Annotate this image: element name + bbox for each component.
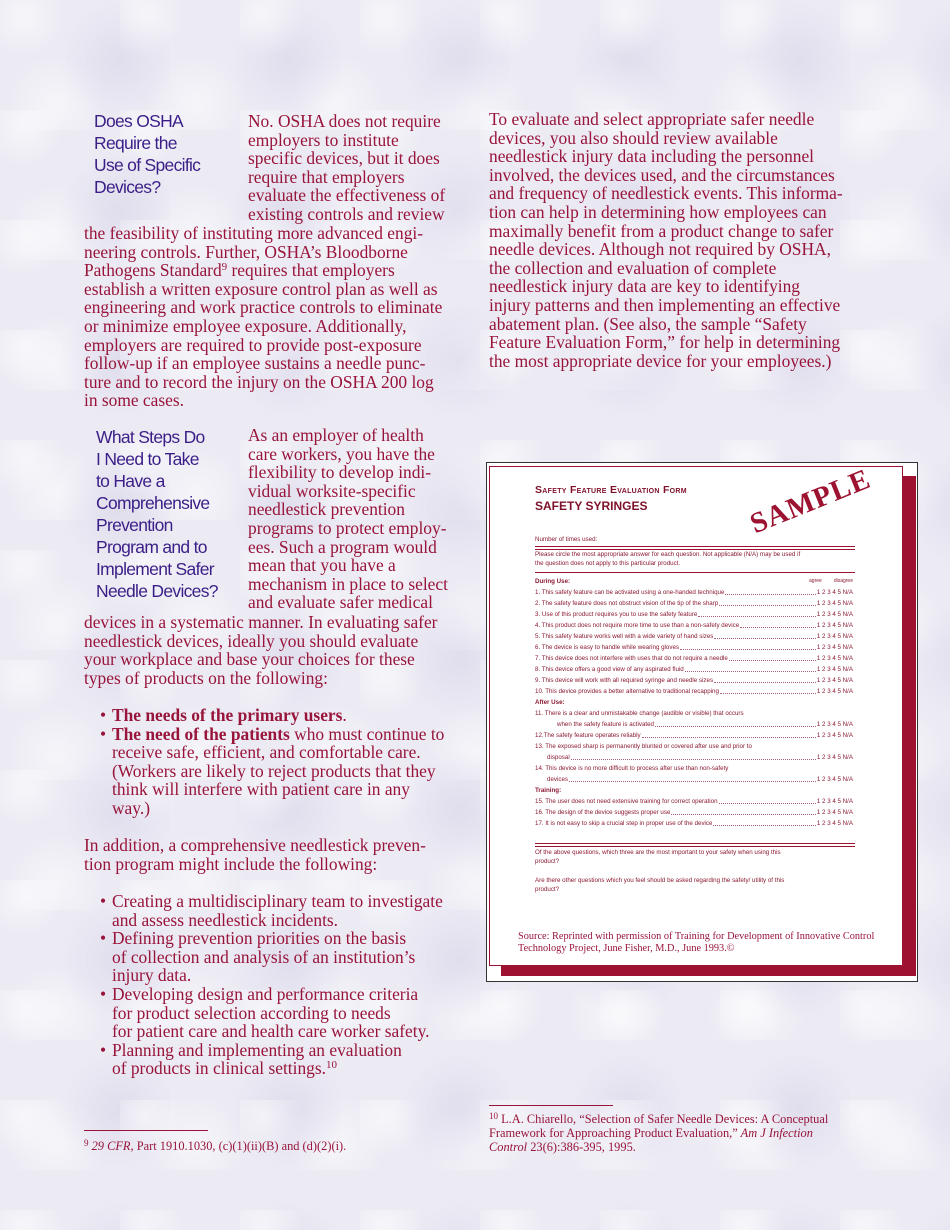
form-scale[interactable]: 1 2 3 4 5 N/A [816, 622, 853, 629]
q2-heading-line: I Need to Take [96, 449, 199, 469]
text-line: involved, the devices used, and the circumstances [489, 164, 835, 185]
form-question: 7. This device does not interfere with uses that do not require a needle [535, 655, 728, 662]
text-line: Of the above questions, which three are the most important to your safety when using this [535, 849, 781, 856]
form-question: 14. This device is no more difficult to process after use than non-safety [535, 765, 729, 772]
text-line: In addition, a comprehensive needlestick preven- [84, 835, 426, 855]
text-line: in some cases. [84, 390, 184, 411]
form-question: when the safety feature is activated [557, 721, 654, 728]
text-line: abatement plan. (See also, the sample “Safety [489, 313, 807, 334]
form-item [535, 598, 853, 609]
form-scale[interactable]: 1 2 3 4 5 N/A [816, 677, 853, 684]
text-line: mean that you have a [248, 555, 396, 576]
q2-side-text [248, 426, 448, 612]
form-question: 12.The safety feature operates reliably [535, 732, 641, 739]
needs-list [84, 706, 444, 818]
form-item [535, 642, 853, 653]
text-line: (Workers are likely to reject products that they [112, 760, 436, 781]
form-subtitle: SAFETY SYRINGES [535, 499, 648, 513]
form-item [535, 730, 853, 741]
form-question: 13. The exposed sharp is permanently blunted or covered after use and prior to [535, 743, 752, 750]
form-item [535, 719, 853, 730]
q1-heading [94, 110, 200, 198]
form-item [535, 609, 853, 620]
q2-heading-line: Needle Devices? [96, 581, 218, 601]
text-line: employers are required to provide post-exposure [84, 334, 422, 355]
list-item [84, 706, 444, 725]
text-line: evaluate the effectiveness of [248, 185, 446, 206]
text-line: needlestick devices, ideally you should evaluate [84, 630, 419, 651]
text-line: Are there other questions which you feel should be asked regarding the safety/ utility of this [535, 877, 785, 884]
text-fragment: Pathogens Standard [84, 260, 222, 281]
form-rule [535, 546, 855, 547]
q2-heading [96, 426, 218, 602]
text-line: As an employer of health [248, 425, 424, 445]
form-question: devices [547, 776, 568, 783]
q2-heading-line: Program and to [96, 537, 207, 557]
text-fragment: requires that employers [227, 260, 395, 281]
text-line: your workplace and base your choices for these [84, 649, 415, 670]
footnote-10 [489, 1112, 828, 1154]
text-line: and evaluate safer medical [248, 592, 433, 613]
form-question: 10. This device provides a better alternative to traditional recapping [535, 688, 719, 695]
footnote-mark: 10 [489, 1111, 498, 1121]
form-scale[interactable]: 1 2 3 4 5 N/A [816, 666, 853, 673]
text-line: mechanism in place to select [248, 573, 448, 594]
form-item [535, 752, 853, 763]
form-question: disposal [547, 754, 570, 761]
form-question-other[interactable] [535, 876, 784, 894]
text-fragment: Part 1910.1030, (c)(1)(ii)(B) and (d)(2)(i). [133, 1139, 347, 1153]
form-scale[interactable]: 1 2 3 4 5 N/A [816, 754, 853, 761]
form-rule [535, 843, 855, 844]
text-line: the most appropriate device for your employees.) [489, 350, 832, 371]
text-line: vidual worksite-specific [248, 480, 416, 501]
text-line: Technology Project, June Fisher, M.D., June 1993.© [518, 943, 735, 954]
program-list [84, 892, 443, 1078]
text-line: • Defining prevention priorities on the basis [112, 928, 407, 949]
form-item [535, 664, 853, 675]
form-question: 3. Use of this product requires you to use the safety feature [535, 611, 698, 618]
list-item [84, 929, 443, 985]
q1-side-text [248, 112, 445, 224]
form-scale[interactable]: 1 2 3 4 5 N/A [816, 633, 853, 640]
q1-heading-line: Devices? [94, 177, 161, 197]
form-scale[interactable]: 1 2 3 4 5 N/A [816, 655, 853, 662]
form-source [518, 931, 874, 955]
form-item [535, 774, 853, 785]
q1-heading-line: Use of Specific [94, 155, 201, 175]
needs-bold: The need of the patients [112, 723, 290, 744]
list-item [84, 985, 443, 1041]
text-line: maximally benefit from a product change to safer [489, 220, 834, 241]
q2-heading-line: What Steps Do [96, 427, 205, 447]
text-line: the question does not apply to this particular product. [535, 560, 681, 567]
form-item [535, 653, 853, 664]
form-scale[interactable]: 1 2 3 4 5 N/A [816, 809, 853, 816]
text-line: specific devices, but it does [248, 148, 440, 169]
text-line: injury data. [112, 965, 192, 986]
text-line: for product selection according to needs [112, 1002, 391, 1023]
footnote-rule [489, 1105, 613, 1106]
text-line: product? [535, 858, 560, 865]
text-line: product? [535, 886, 560, 893]
q2-heading-line: Comprehensive [96, 493, 210, 513]
q2-heading-line: to Have a [96, 471, 165, 491]
text-line: the feasibility of instituting more advanced engi- [84, 223, 424, 243]
sample-stamp: SAMPLE [745, 462, 876, 541]
form-item [535, 686, 853, 697]
form-question: 17. It is not easy to skip a crucial step in proper use of the device [535, 820, 713, 827]
q2-full-text [84, 613, 437, 687]
text-fragment: of products in clinical settings. [112, 1058, 326, 1079]
text-fragment: . [342, 705, 347, 725]
footnote-mark: 9 [84, 1138, 89, 1148]
form-during-use [535, 576, 853, 829]
text-line: for patient care and health care worker safety. [112, 1021, 430, 1042]
text-line: receive safe, efficient, and comfortable care. [112, 742, 421, 763]
text-line: needlestick prevention [248, 499, 405, 520]
text-line: injury patterns and then implementing an effective [489, 294, 841, 315]
text-line: To evaluate and select appropriate safer needle [489, 109, 815, 129]
form-question: 6. The device is easy to handle while wearing gloves [535, 644, 680, 651]
form-scale[interactable]: 1 2 3 4 5 N/A [816, 732, 853, 739]
form-scale[interactable]: 1 2 3 4 5 N/A [816, 776, 853, 783]
text-fragment: L.A. Chiarello, “Selection of Safer Needle Devices: A Conceptual [498, 1112, 829, 1126]
text-line: • Planning and implementing an evaluation [112, 1039, 402, 1060]
form-question: 4. This product does not require more time to use than a non-safety device [535, 622, 740, 629]
list-item [84, 892, 443, 929]
text-line [84, 261, 442, 280]
form-question: 1. This safety feature can be activated using a one-handed technique [535, 589, 725, 596]
form-scale[interactable]: 1 2 3 4 5 N/A [816, 600, 853, 607]
q1-full-text [84, 224, 442, 410]
training-label: Training: [535, 787, 562, 794]
form-question-important[interactable] [535, 848, 781, 866]
form-scale[interactable]: 1 2 3 4 5 N/A [816, 688, 853, 695]
list-item [84, 725, 444, 818]
form-scale[interactable]: 1 2 3 4 5 N/A [816, 721, 853, 728]
form-times-used: Number of times used: [535, 536, 598, 543]
footnote-9 [84, 1139, 346, 1153]
text-fragment: Framework for Approaching Product Evaluation,” [489, 1126, 738, 1140]
text-line: or minimize employee exposure. Additionally, [84, 315, 407, 336]
footnote-ref-10[interactable]: 10 [325, 1059, 337, 1072]
form-question: 9. This device will work with all required syringe and needle sizes [535, 677, 714, 684]
form-instructions [535, 550, 800, 568]
right-paragraph [489, 110, 843, 370]
footnote-citation: 29 CFR, [91, 1139, 134, 1153]
text-line: • Creating a multidisciplinary team to investigate [112, 891, 443, 911]
form-rule [535, 572, 855, 573]
footnote-journal: Am J Infection [737, 1126, 813, 1140]
after-use-label: After Use: [535, 699, 565, 706]
form-scale[interactable]: 1 2 3 4 5 N/A [816, 589, 853, 596]
during-use-label: During Use: [535, 578, 571, 585]
text-line: of collection and analysis of an institution’s [112, 946, 416, 967]
form-scale[interactable]: 1 2 3 4 5 N/A [816, 611, 853, 618]
text-line: programs to protect employ- [248, 517, 447, 538]
text-line: think will interfere with patient care in any [112, 779, 410, 800]
text-line: require that employers [248, 166, 405, 187]
form-question: 5. This safety feature works well with a wide variety of hand sizes [535, 633, 714, 640]
scale-agree: agree [809, 578, 822, 584]
form-item [535, 675, 853, 686]
text-line: needle devices. Although not required by OSHA, [489, 239, 831, 260]
text-line: and assess needlestick incidents. [112, 909, 339, 930]
form-question: 11. There is a clear and unmistakable change (audible or visible) that occurs [535, 710, 744, 717]
addition-text [84, 836, 426, 873]
text-line: needlestick injury data are key to identifying [489, 276, 800, 297]
text-line: engineering and work practice controls to eliminate [84, 297, 443, 318]
form-question: 2. The safety feature does not obstruct vision of the tip of the sharp [535, 600, 719, 607]
text-line: types of products on the following: [84, 667, 328, 688]
text-line: neering controls. Further, OSHA’s Bloodborne [84, 241, 408, 262]
form-scale[interactable]: 1 2 3 4 5 N/A [816, 820, 853, 827]
text-line: Feature Evaluation Form,” for help in determining [489, 332, 841, 353]
footnote-journal: Control [489, 1140, 528, 1154]
form-item [535, 807, 853, 818]
form-question: 15. The user does not need extensive training for correct operation [535, 798, 718, 805]
text-line: devices, you also should review available [489, 127, 778, 148]
text-line: Please circle the most appropriate answer for each question. Not applicable (N/A) may be used if [535, 551, 801, 558]
text-line: way.) [112, 797, 150, 818]
text-line: Source: Reprinted with permission of Training for Development of Innovative Control [518, 931, 875, 942]
text-line: No. OSHA does not require [248, 111, 441, 131]
text-fragment: who must continue to [289, 723, 445, 744]
text-line: care workers, you have the [248, 443, 435, 464]
text-line: tion program might include the following: [84, 853, 378, 874]
form-scale[interactable]: 1 2 3 4 5 N/A [816, 798, 853, 805]
form-item [535, 620, 853, 631]
list-item [84, 1041, 443, 1078]
q2-heading-line: Implement Safer [96, 559, 214, 579]
form-item [535, 587, 853, 598]
form-item [535, 818, 853, 829]
text-line: ees. Such a program would [248, 536, 437, 557]
q1-heading-line: Does OSHA [94, 111, 184, 131]
text-line: the collection and evaluation of complete [489, 257, 777, 278]
footnote-ref-9[interactable]: 9 [221, 261, 228, 274]
text-line: and frequency of needlestick events. This informa- [489, 183, 843, 204]
text-line: employers to institute [248, 129, 399, 150]
footnote-rule [84, 1130, 208, 1131]
q1-heading-line: Require the [94, 133, 177, 153]
form-title: Safety Feature Evaluation Form [535, 484, 687, 496]
text-line: establish a written exposure control plan as well as [84, 278, 438, 299]
text-line: needlestick injury data including the personnel [489, 146, 815, 167]
q2-heading-line: Prevention [96, 515, 173, 535]
text-line: follow-up if an employee sustains a needle punc- [84, 353, 426, 374]
text-line: tion can help in determining how employees can [489, 201, 827, 222]
text-fragment: 23(6):386-395, 1995. [527, 1140, 636, 1154]
scale-disagree: disagree [833, 578, 853, 584]
text-line: • Developing design and performance criteria [112, 983, 419, 1004]
form-item [535, 631, 853, 642]
needs-bold: The needs of the primary users [112, 705, 343, 725]
text-line: devices in a systematic manner. In evaluating safer [84, 612, 438, 632]
form-question: 8. This device offers a good view of any aspirated fluid [535, 666, 684, 673]
form-scale[interactable]: 1 2 3 4 5 N/A [816, 644, 853, 651]
text-line: existing controls and review [248, 203, 445, 224]
form-item [535, 796, 853, 807]
text-line: flexibility to develop indi- [248, 462, 432, 483]
form-question: 16. The design of the device suggests proper use [535, 809, 671, 816]
text-line: ture and to record the injury on the OSHA 200 log [84, 371, 434, 392]
form-rule [535, 846, 855, 847]
